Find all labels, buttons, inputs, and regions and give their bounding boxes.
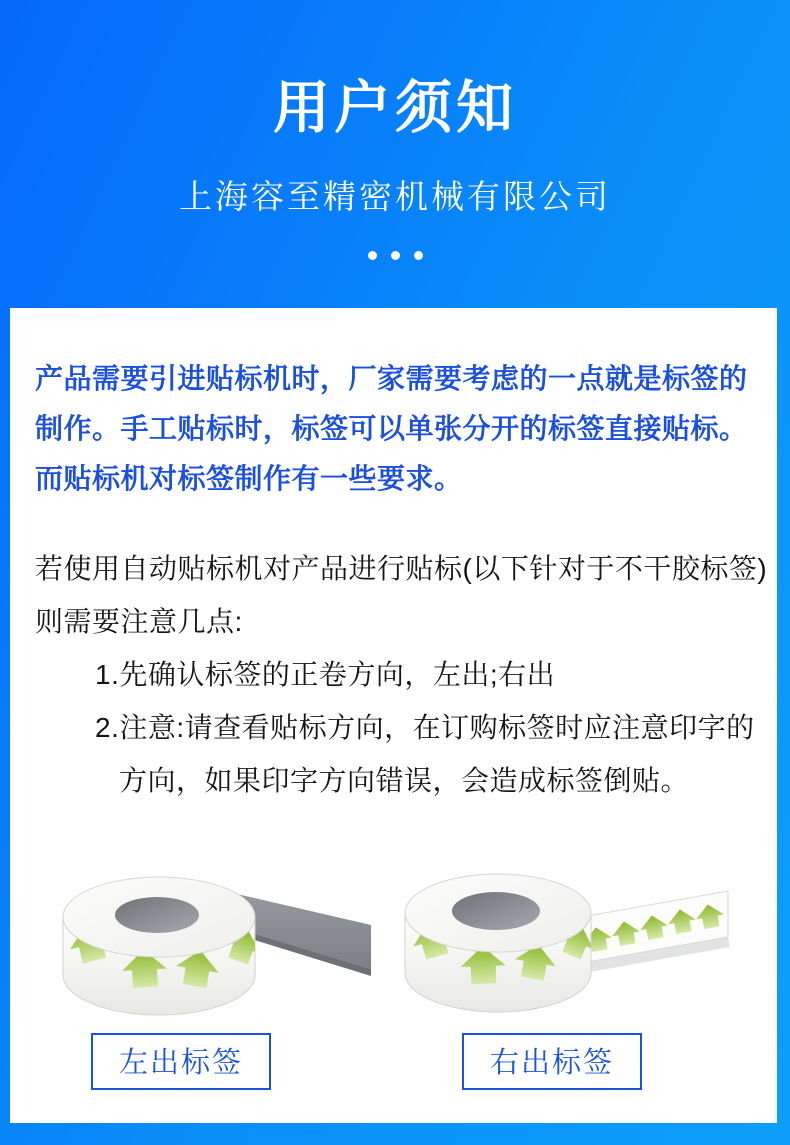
paragraph-line: 若使用自动贴标机对产品进行贴标(以下针对于不干胶标签) — [35, 553, 768, 584]
right-label-roll-image — [398, 867, 746, 1017]
list-item-1: 1.先确认标签的正卷方向，左出;右出 — [95, 659, 556, 690]
dots-decoration — [0, 251, 790, 260]
label-direction-figures — [35, 867, 752, 1090]
dot-icon — [391, 251, 400, 260]
roll-core-hole — [452, 892, 540, 930]
left-label-roll-image — [41, 867, 389, 1017]
left-label-caption-button[interactable]: 左出标签 — [91, 1033, 271, 1090]
list-item-2-continued: 方向，如果印字方向错误，会造成标签倒贴。 — [119, 765, 690, 796]
instructions-paragraph — [35, 542, 768, 807]
left-label-figure — [41, 867, 389, 1090]
page-title: 用户须知 — [273, 76, 517, 140]
label-roll-icon — [63, 877, 267, 1015]
notice-card — [10, 308, 777, 1123]
paragraph-line: 而贴标机对标签制作有一些要求。 — [35, 463, 463, 494]
dot-icon — [368, 251, 377, 260]
roll-core-hole — [115, 897, 199, 933]
page-header — [0, 0, 790, 308]
dot-icon — [414, 251, 423, 260]
label-roll-icon — [405, 874, 599, 1012]
right-label-caption-button[interactable]: 右出标签 — [462, 1033, 642, 1090]
list-item-2: 2.注意:请查看贴标方向，在订购标签时应注意印字的 — [95, 712, 755, 743]
paragraph-line: 则需要注意几点: — [35, 606, 243, 637]
paragraph-line: 制作。手工贴标时，标签可以单张分开的标签直接贴标。 — [35, 413, 748, 444]
company-name: 上海容至精密机械有限公司 — [179, 178, 611, 215]
paragraph-line: 产品需要引进贴标机时，厂家需要考虑的一点就是标签的 — [35, 363, 748, 394]
intro-paragraph — [35, 354, 752, 504]
right-label-figure — [398, 867, 746, 1090]
